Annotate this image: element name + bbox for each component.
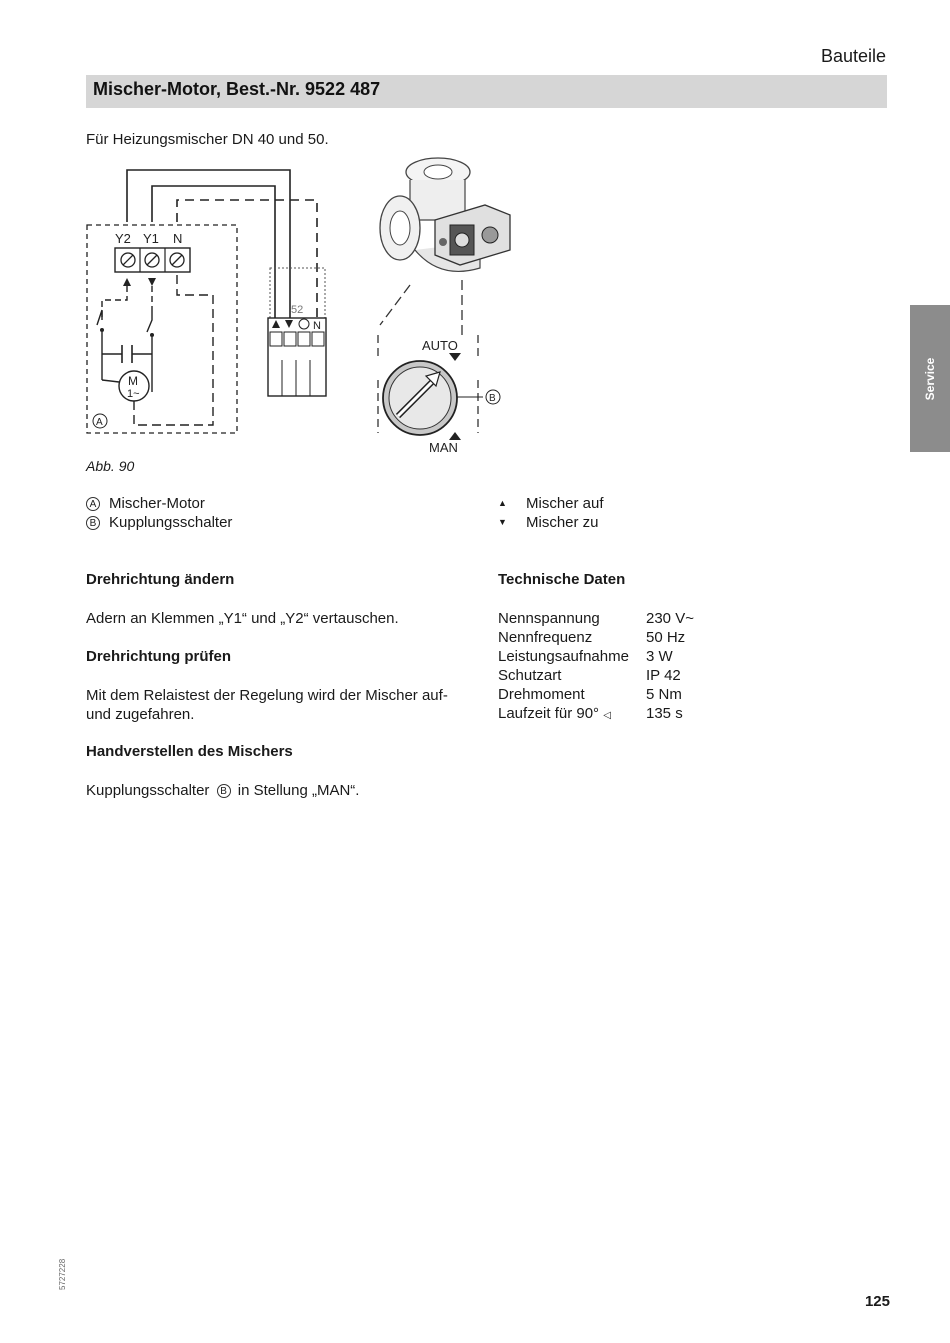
marker-b: B [489,393,496,404]
text-line: und zugefahren. [86,706,195,723]
table-row [498,667,694,686]
arrow-up-icon: ▲ [498,498,507,508]
marker-a: A [96,417,103,428]
row-label: Nennfrequenz [498,629,593,646]
side-tab-label: Service [923,357,937,400]
text-drehrichtung-pruefen [86,686,486,724]
table-row [498,705,694,724]
text-drehrichtung-aendern: Adern an Klemmen „Y1“ und „Y2“ vertauschen. [86,610,399,627]
row-value: 5 Nm [646,686,682,703]
motor-label: M [128,374,138,388]
legend-item [86,494,232,513]
table-row [498,648,694,667]
plug-n-label: N [313,320,321,332]
row-value: 230 V~ [646,610,694,627]
side-tab-service[interactable] [910,305,950,452]
legend-text: Kupplungsschalter [109,514,233,531]
row-label: Schutzart [498,667,562,684]
row-label: Drehmoment [498,686,585,703]
heading-technical-data: Technische Daten [498,571,626,588]
motor-sub-label: 1~ [127,388,140,400]
arrows-legend [498,494,604,532]
technical-data-table [498,610,694,724]
valve-illustration [370,150,520,455]
man-label: MAN [429,440,458,455]
title-bar [86,75,887,108]
row-label-cell [498,705,646,724]
legend [86,494,232,532]
coupling-switch-dial [383,361,457,435]
terminal-label-y1: Y1 [143,231,159,246]
legend-text: Mischer zu [526,514,599,531]
plug-number: 52 [291,304,304,316]
text-part: in Stellung „MAN“. [237,782,360,799]
page-number: 125 [864,1293,890,1310]
page-title: Mischer-Motor, Best.-Nr. 9522 487 [93,79,381,99]
text-line: Mit dem Relaistest der Regelung wird der Mischer auf- [86,687,448,704]
heading-drehrichtung-pruefen: Drehrichtung prüfen [86,648,231,665]
document-number: 5727228 [58,1258,67,1290]
legend-text: Mischer auf [526,495,604,512]
heading-handverstellen: Handverstellen des Mischers [86,743,293,760]
row-value: 50 Hz [646,629,686,646]
intro-text: Für Heizungsmischer DN 40 und 50. [86,131,329,148]
angle-symbol-icon: ◁ [603,710,611,721]
figure-caption: Abb. 90 [86,458,135,474]
marker-b-inline: B [217,784,231,798]
arrow-down-icon: ▼ [498,517,507,527]
legend-key: A [86,497,100,511]
row-label: Leistungsaufnahme [498,648,629,665]
heading-drehrichtung-aendern: Drehrichtung ändern [86,571,235,588]
legend-key: B [86,516,100,530]
row-value: 3 W [646,648,673,665]
row-label: Nennspannung [498,610,600,627]
text-part: Kupplungsschalter [86,782,210,799]
row-value: IP 42 [646,667,681,684]
terminal-label-y2: Y2 [115,231,131,246]
auto-label: AUTO [422,338,458,353]
legend-item [498,513,604,532]
wiring-diagram [80,160,340,440]
legend-item [498,494,604,513]
terminal-label-n: N [173,231,183,246]
row-label: Laufzeit für 90° [498,705,600,722]
table-row [498,610,694,629]
table-row [498,686,694,705]
legend-text: Mischer-Motor [109,495,205,512]
section-header: Bauteile [820,46,886,66]
legend-item [86,513,232,532]
table-row [498,629,694,648]
row-value: 135 s [646,705,683,722]
text-handverstellen [86,781,359,800]
